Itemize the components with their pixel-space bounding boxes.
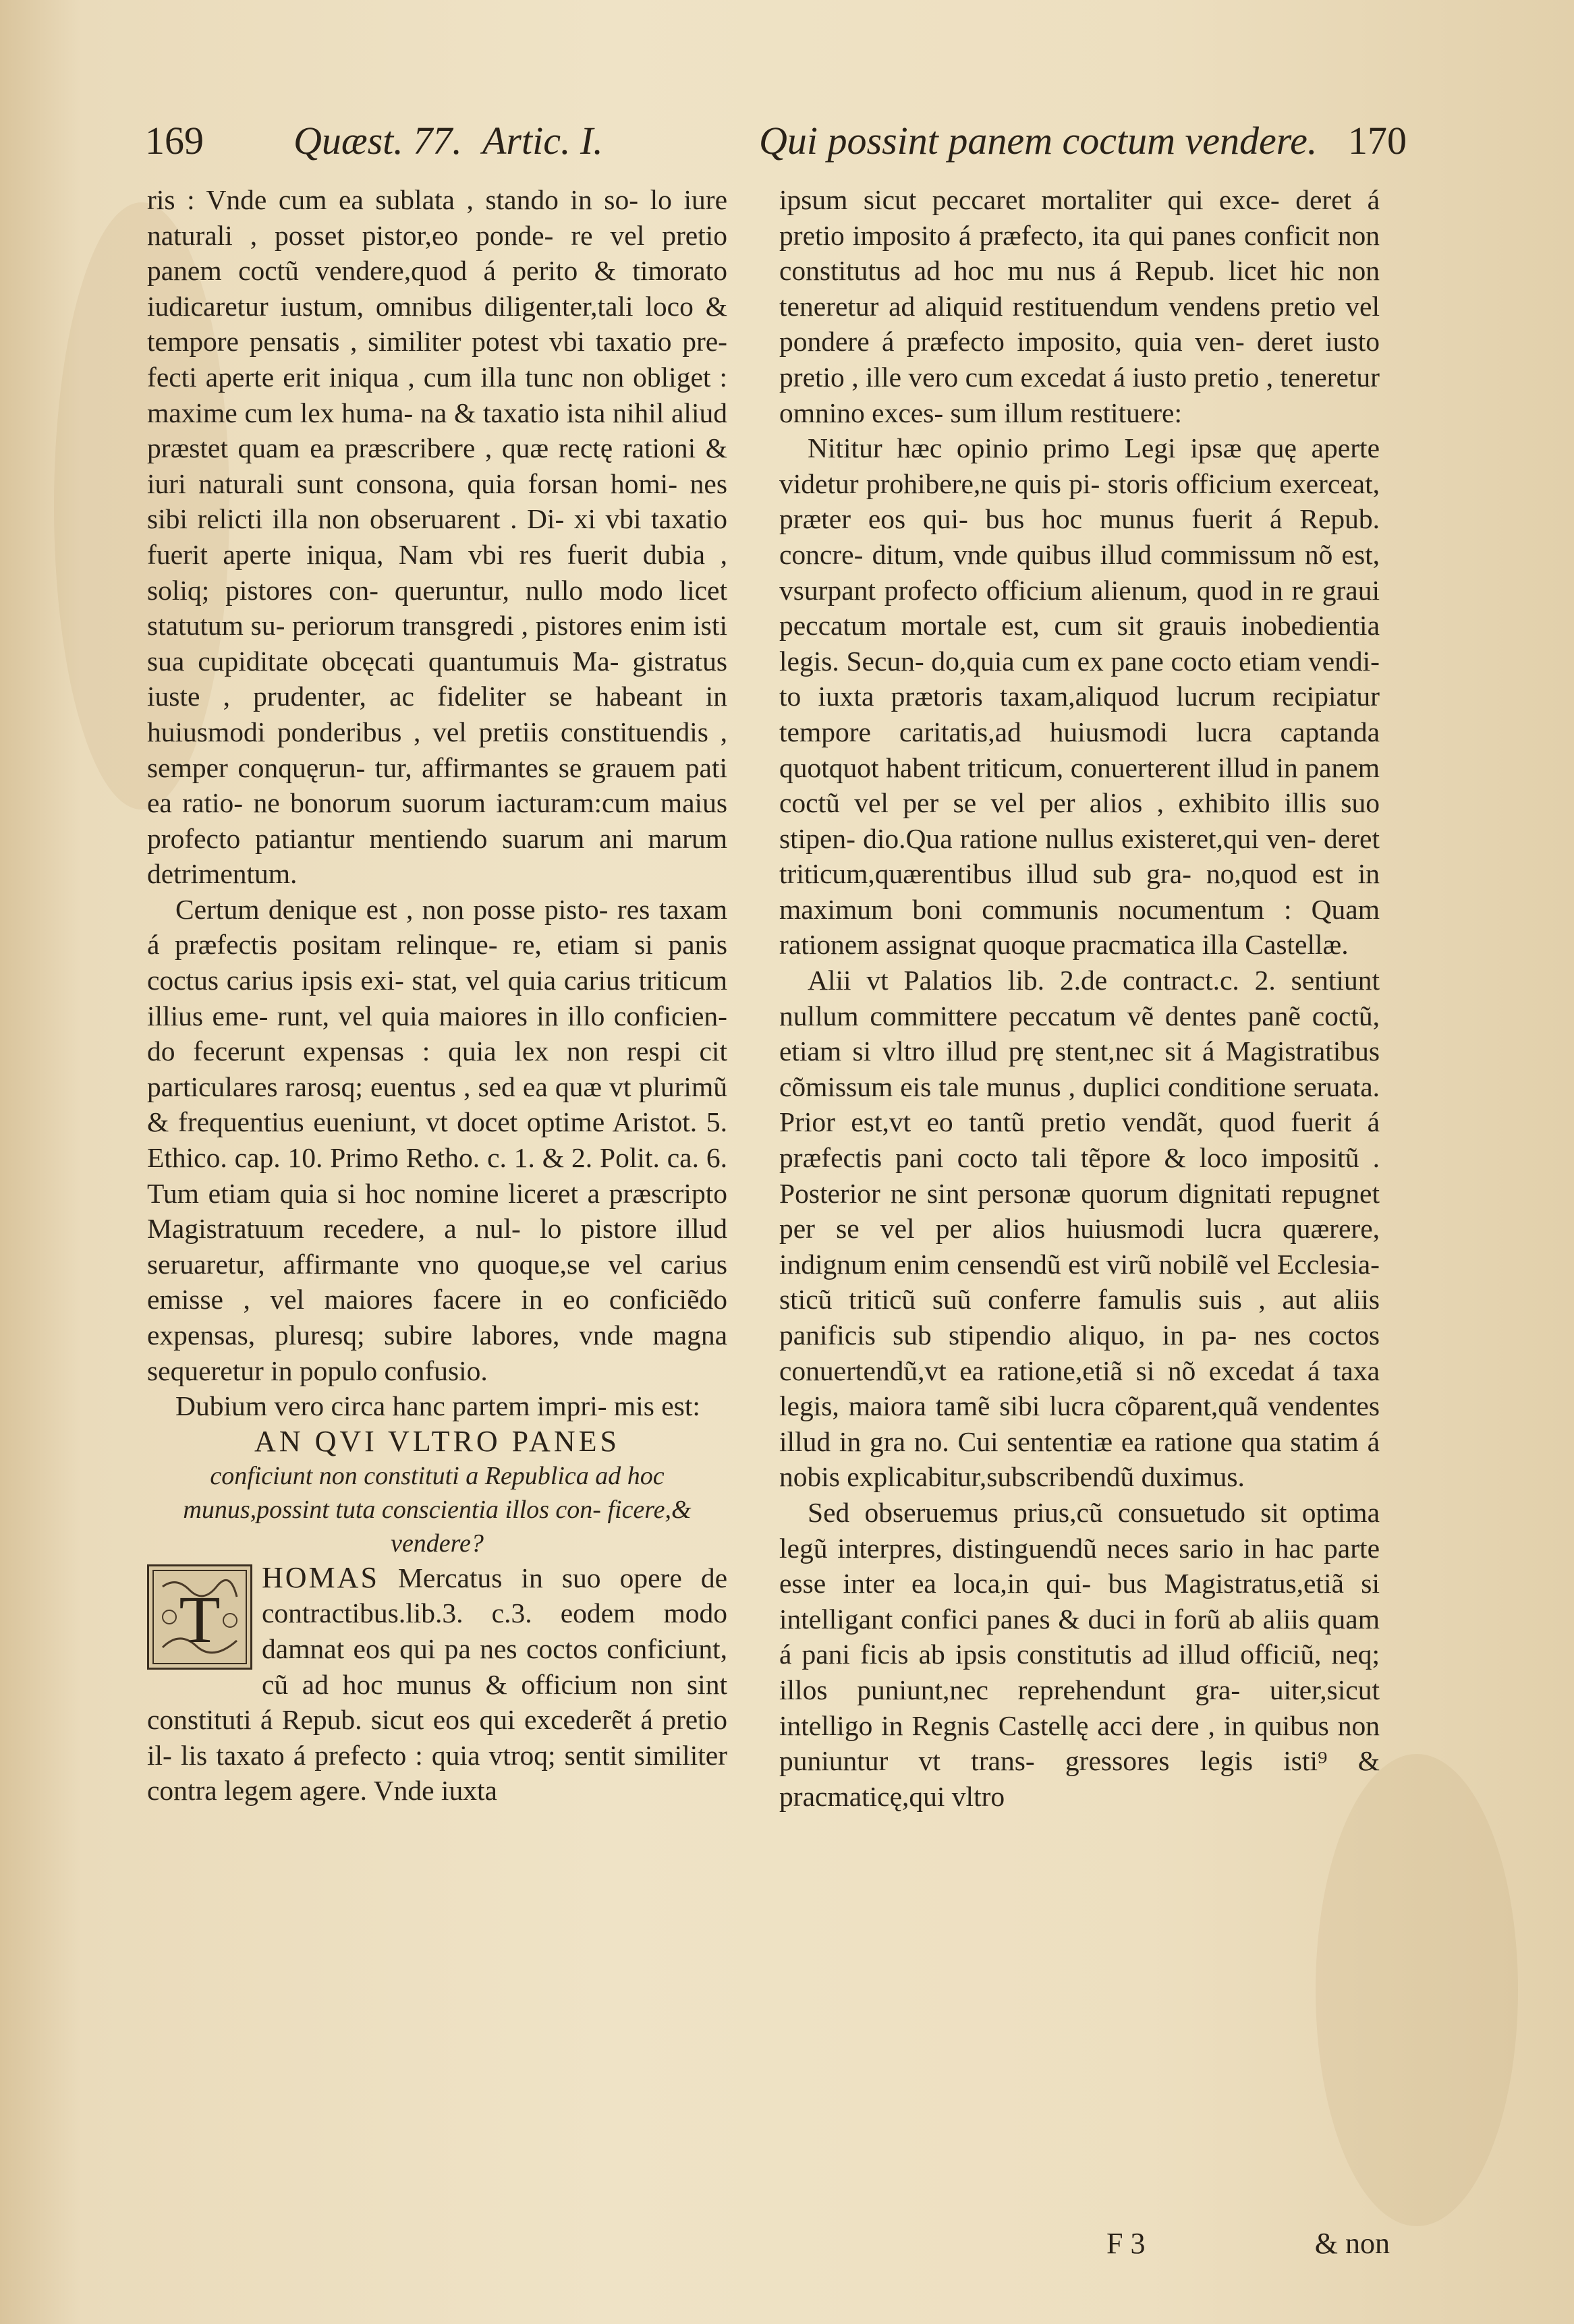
dropcap-letter: T [179,1581,221,1657]
paragraph: ris : Vnde cum ea sublata , stando in so- lo iure naturali , posset pistor,eo ponde- re vel pretio panem coctũ vendere,quod á perito & timorato iudicaretur iustum, omnibus diligenter,tali loco & tempore pensatis , similiter potest vbi taxatio pre- fecti aperte erit iniqua , cum illa tunc non obliget : maxime cum lex huma- na & taxatio ista nihil aliud præstet quam ea præscribere , quæ rectę rationi & iuri naturali sunt consona, quia forsan homi- nes sibi relicti illa non obseruarent . Di- xi vbi taxatio fuerit aperte iniqua, Nam vbi res fuerit dubia , soliq; pistores con- queruntur, nullo modo licet statutum su- periorum transgredi , pistores enim isti sua cupiditate obcęcati quantumuis Ma- gistratus iuste , prudenter, ac fideliter se habeant in huiusmodi ponderibus , vel pretiis constituendis , semper conquęrun- tur, affirmantes se grauem pati ea ratio- ne bonorum suorum iacturam:cum maius profecto patiantur mentiendo suarum ani marum detrimentum. [147,184,727,890]
header-quaestio: Quæst. 77. [293,119,462,163]
paragraph: Nititur hæc opinio primo Legi ipsæ quę aperte videtur prohibere,ne quis pi- storis officium exerceat, præter eos qui- bus hoc munus fuerit á Repub. concre- ditum, vnde quibus illud commissum nõ est, vsurpant profecto officium alienum, quod in re graui peccatum mortale est, cum sit grauis inobedientia legis. Secun- do,quia cum ex pane cocto etiam vendi- to iuxta prætoris taxam,aliquod lucrum recipiatur tempore caritatis,ad huiusmodi lucra captanda quotquot habent triticum, conuerterent illud in panem coctũ vel per se vel per alios , exhibito illis suo stipen- dio.Qua ratione nullus existeret,qui ven- deret triticum,quærentibus illud sub gra- no,quod est in maximum boni communis nocumentum : Quam rationem assignat quoque pracmatica illa Castellæ. [779,432,1380,961]
ornament-icon [149,1566,250,1668]
paragraph-with-dropcap [147,1560,727,1809]
catchword: & non [1314,2227,1390,2260]
paragraph-text: Mercatus in suo opere de contractibus.lib.3. c.3. eodem modo damnat eos qui pa nes coctos conficiunt, cũ ad hoc munus & officium non sint constituti á Repub. sicut eos qui excederẽt á pretio il- lis taxato á prefecto : quia vtroq; sentit similiter contra legem agere. Vnde iuxta [147,1562,727,1807]
paragraph: Sed obseruemus prius,cũ consuetudo sit optima legũ interpres, distinguendũ neces sario in hac parte esse inter ea loca,in qui- bus Magistratus,etiã si intelligant confici panes & duci in forũ ab aliis quam á pani ficis ab ipsis constitutis ad illud officiũ, neq; illos puniunt,nec reprehendunt gra- uiter,sicut intelligo in Regnis Castellę acci dere , in quibus non puniuntur vt trans- gressores legis isti⁹ & pracmaticę,qui vltro [779,1496,1380,1812]
page-footer [1093,2226,1390,2267]
paragraph: ipsum sicut peccaret mortaliter qui exce- deret á pretio imposito á præfecto, ita qui panes conficit non constitutus ad hoc mu nus á Repub. licet hic non teneretur ad aliquid restituendum vendens pretio vel pondere á præfecto imposito, quia ven- deret iusto pretio , ille vero cum excedat á iusto pretio , teneretur omnino exces- sum illum restituere: [779,184,1380,428]
running-title: Qui possint panem coctum vendere. [759,119,1318,163]
signature-mark: F 3 [1106,2227,1146,2260]
paragraph: Certum denique est , non posse pisto- res taxam á præfectis positam relinque- re, etiam si panis coctus carius ipsis exi- stat, vel quia carius triticum illius eme- runt, vel quia maiores in illo conficien- do fecerunt expensas : quia lex non respi cit particulares rarosq; euentus , sed ea quæ vt plurimũ & frequentius eueniunt, vt docet optime Aristot. 5. Ethico. cap. 10. Primo Retho. c. 1. & 2. Polit. ca. 6. Tum etiam quia si hoc nomine liceret a præscripto Magistratuum recedere, a nul- lo pistore illud seruaretur, affirmante vno quoque,se vel carius emisse , vel maiores facere in eo conficiẽdo expensas, pluresq; subire labores, vnde magna sequeretur in populo confusio. [147,893,727,1386]
initial-word: HOMAS [262,1560,379,1594]
right-column [779,182,1380,1814]
ornamental-initial [147,1564,252,1670]
paragraph: Alii vt Palatios lib. 2.de contract.c. 2. sentiunt nullum committere peccatum vẽ dentes panẽ coctũ, etiam si vltro illud prę stent,nec sit á Magistratibus cõmissum eis tale munus , duplici conditione seruata. Prior est,vt eo tantũ pretio vendãt, quod fuerit á præfectis pani cocto tali tẽpore & loco impositũ . Posterior ne sint personæ quorum dignitati repugnet per se vel per alios huiusmodi lucra quærere, indignum enim censendũ est virũ nobilẽ vel Ecclesia- sticũ triticũ suũ conferre famulis suis , aut aliis panificis sub stipendio aliquo, in pa- nes coctos conuertendũ,vt ea ratione,etiã si nõ excedat á taxa legis, maiora tamẽ sibi lucra cõparent,quã vendentes illud in gra no. Cui sententiæ ea ratione qua statim á nobis explicabitur,subscribendũ duximus. [779,965,1380,1493]
running-header [145,118,1407,172]
header-articulus: Artic. I. [482,119,603,163]
paragraph: Dubium vero circa hanc partem impri- mis est: [175,1390,700,1422]
page-number-left: 169 [145,119,204,163]
question-subheading: conficiunt non constituti a Republica ad hoc munus,possint tuta conscientia illos con- ficere,& vendere? [183,1461,692,1558]
page-number-right: 170 [1348,119,1407,163]
question-heading: AN QVI VLTRO PANES [254,1424,620,1458]
paper-stain [1316,1754,1518,2226]
left-column [147,182,727,1809]
